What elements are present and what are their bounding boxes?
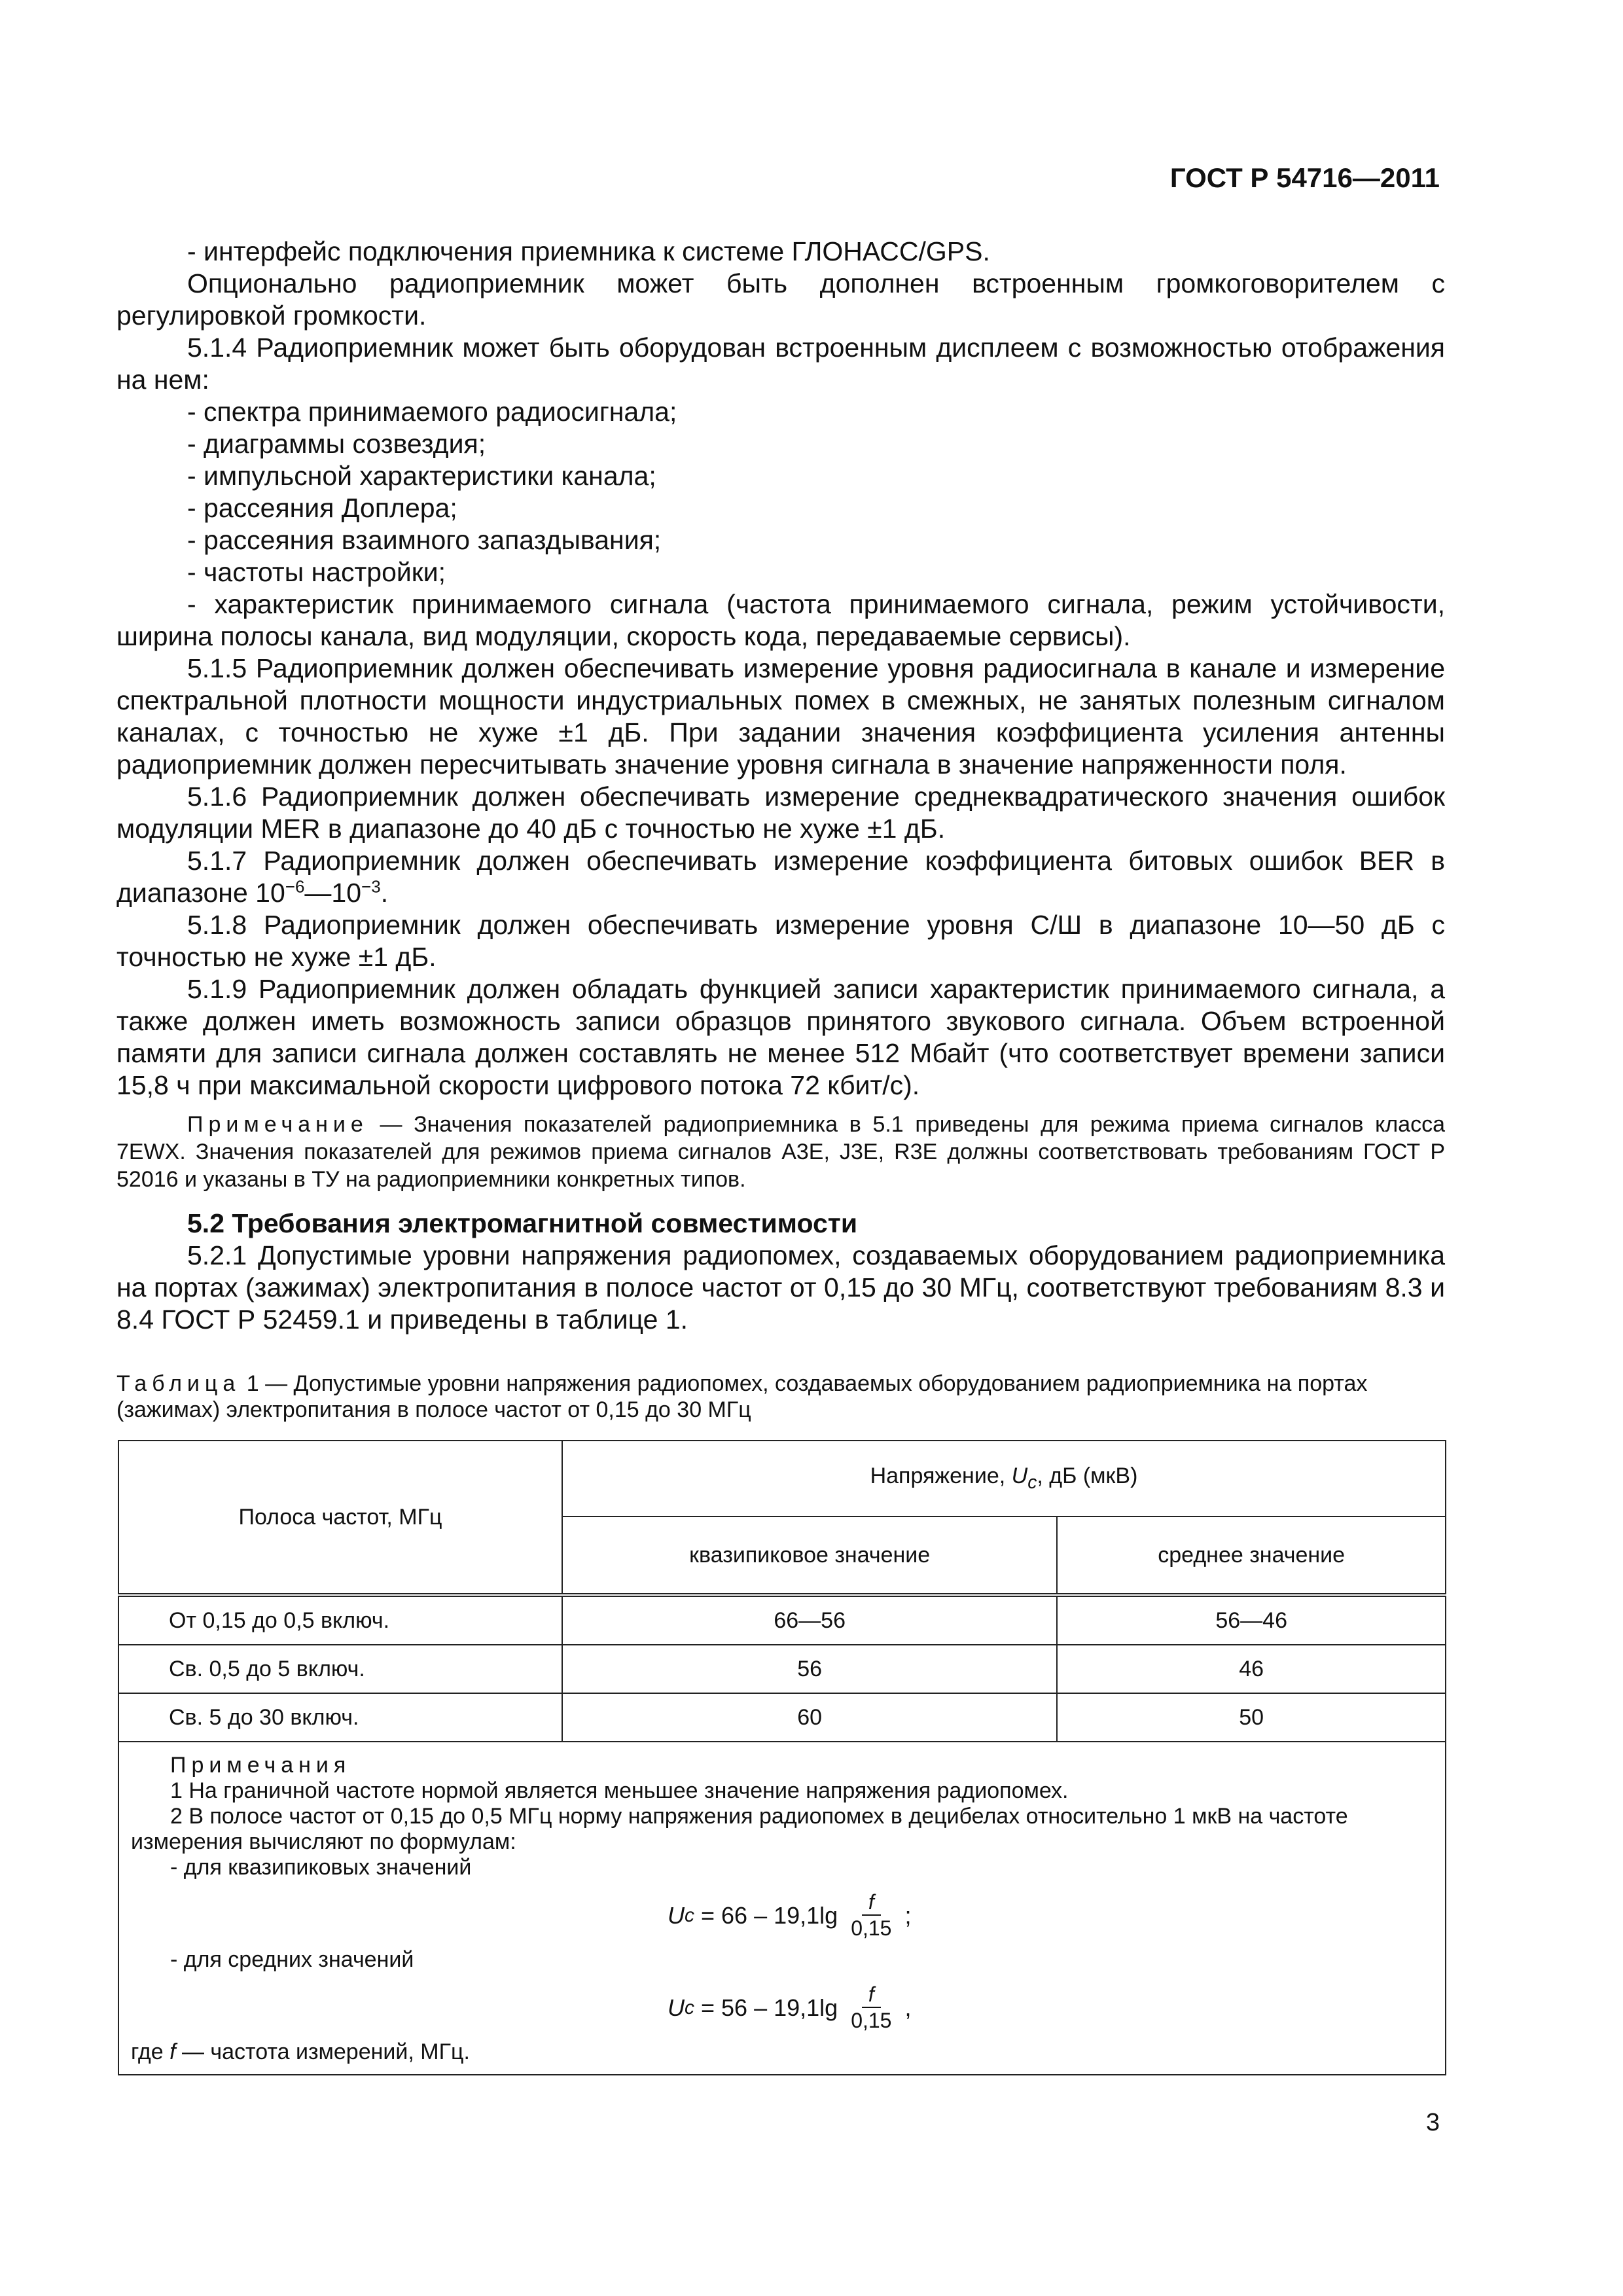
cell-average: 46	[1057, 1645, 1446, 1693]
column-header-average: среднее значение	[1057, 1516, 1446, 1595]
exponent: −6	[285, 876, 305, 897]
where-symbol: f	[169, 2039, 176, 2064]
table-notes	[118, 1742, 1446, 2075]
cell-quasi-peak: 66—56	[562, 1595, 1057, 1645]
fraction	[848, 1890, 894, 1941]
notes-title: Примечания	[170, 1753, 351, 1778]
fraction-denominator: 0,15	[851, 1916, 892, 1940]
voltage-subscript: c	[1027, 1471, 1037, 1493]
formula-symbol: U	[668, 1901, 685, 1929]
cell-band: Св. 0,5 до 5 включ.	[118, 1645, 562, 1693]
formula-body: = 66 – 19,1lg	[694, 1901, 845, 1929]
list-item: - импульсной характеристики канала;	[187, 461, 656, 491]
section-title-5-2: 5.2 Требования электромагнитной совместимости	[187, 1208, 858, 1238]
note-1: 1 На граничной частоте нормой является меньшее значение напряжения радиопомех.	[170, 1778, 1069, 1803]
exponent: −3	[361, 876, 381, 897]
formula-end: ;	[898, 1901, 912, 1929]
note-label: Примечание	[187, 1112, 368, 1137]
where-text: — частота измерений, МГц.	[175, 2039, 470, 2064]
paragraph-5-2-1: 5.2.1 Допустимые уровни напряжения радиопомех, создаваемых оборудованием радиоприемника на портах (зажимах) электропитания в полосе частот от 0,15 до 30 МГц, соответствуют требованиям 8.3 и 8.4 ГОСТ Р 52459.1 и приведены в таблице 1.	[116, 1240, 1445, 1335]
table-notes-row	[118, 1742, 1446, 2075]
list-item: - спектра принимаемого радиосигнала;	[187, 397, 677, 427]
note	[116, 1111, 1445, 1193]
note-text: — Значения показателей радиоприемника в 5.1 приведены для режима приема сигналов класса 7EWX. Значения показателей для режимов приема сигналов A3E, J3E, R3E должны соответствовать требованиям ГОСТ Р 52016 и указаны в ТУ на радиоприемники конкретных типов.	[116, 1112, 1445, 1192]
cell-band: От 0,15 до 0,5 включ.	[118, 1595, 562, 1645]
paragraph-5-1-4: 5.1.4 Радиоприемник может быть оборудован встроенным дисплеем с возможностью отображения на нем:	[116, 332, 1445, 395]
average-label: - для средних значений	[170, 1947, 414, 1972]
formula-subscript: c	[685, 1996, 694, 2018]
voltage-prefix: Напряжение,	[870, 1463, 1012, 1489]
paragraph-5-1-7	[116, 845, 1445, 909]
formula-body: = 56 – 19,1lg	[694, 1994, 845, 2021]
table-caption-text: 1 — Допустимые уровни напряжения радиопомех, создаваемых оборудованием радиоприемника на портах (зажимах) электропитания в полосе частот от 0,15 до 30 МГц	[116, 1371, 1368, 1422]
quasi-peak-label: - для квазипиковых значений	[170, 1855, 472, 1880]
main-text	[116, 236, 1445, 1336]
fraction-numerator: f	[862, 1982, 881, 2008]
paragraph-5-1-8: 5.1.8 Радиоприемник должен обеспечивать измерение уровня С/Ш в диапазоне 10—50 дБ с точностью не хуже ±1 дБ.	[116, 910, 1445, 972]
cell-average: 50	[1057, 1693, 1446, 1742]
formula-average	[668, 1982, 1435, 2033]
fraction	[848, 1982, 894, 2033]
range-dash: —10	[304, 878, 362, 908]
column-header-band: Полоса частот, МГц	[118, 1441, 562, 1595]
emission-limits-table	[118, 1440, 1446, 2075]
table-row	[118, 1595, 1446, 1645]
paragraph-5-1-6: 5.1.6 Радиоприемник должен обеспечивать измерение среднеквадратического значения ошибок модуляции MER в диапазоне до 40 дБ с точностью не хуже ±1 дБ.	[116, 781, 1445, 844]
list-item: - характеристик принимаемого сигнала (частота принимаемого сигнала, режим устойчивости, ширина полосы канала, вид модуляции, скорость кода, передаваемые сервисы).	[116, 589, 1445, 651]
cell-quasi-peak: 60	[562, 1693, 1057, 1742]
column-header-voltage	[562, 1441, 1446, 1516]
cell-average: 56—46	[1057, 1595, 1446, 1645]
paragraph-optional: Опционально радиоприемник может быть дополнен встроенным громкоговорителем с регулировкой громкости.	[116, 268, 1445, 331]
cell-quasi-peak: 56	[562, 1645, 1057, 1693]
voltage-symbol: U	[1011, 1463, 1028, 1489]
table-caption-label: Таблица	[116, 1371, 241, 1396]
table-row	[118, 1645, 1446, 1693]
cell-band: Св. 5 до 30 включ.	[118, 1693, 562, 1742]
where-prefix: где	[131, 2039, 170, 2064]
table-caption	[116, 1371, 1445, 1423]
voltage-suffix: , дБ (мкВ)	[1037, 1463, 1138, 1489]
column-header-quasi-peak: квазипиковое значение	[562, 1516, 1057, 1595]
paragraph-5-1-7-text: 5.1.7 Радиоприемник должен обеспечивать измерение коэффициента битовых ошибок BER в диапазоне 10	[116, 846, 1445, 908]
fraction-denominator: 0,15	[851, 2009, 892, 2032]
sentence-end: .	[380, 878, 389, 908]
where-clause	[131, 2039, 1435, 2065]
note-2: 2 В полосе частот от 0,15 до 0,5 МГц норму напряжения радиопомех в децибелах относительно 1 мкВ на частоте измерения вычисляют по формулам:	[131, 1804, 1348, 1854]
table-row	[118, 1693, 1446, 1742]
page-number: 3	[1425, 2109, 1440, 2136]
list-item: - диаграммы созвездия;	[187, 429, 486, 459]
paragraph-5-1-5: 5.1.5 Радиоприемник должен обеспечивать измерение уровня радиосигнала в канале и измерение спектральной плотности мощности индустриальных помех в смежных, не занятых полезным сигналом каналах, с точностью не хуже ±1 дБ. При задании значения коэффициента усиления антенны радиоприемник должен пересчитывать значение уровня сигнала в значение напряженности поля.	[116, 653, 1445, 780]
list-item: - частоты настройки;	[187, 557, 446, 587]
document-code: ГОСТ Р 54716—2011	[1169, 162, 1440, 193]
formula-end: ,	[898, 1994, 912, 2021]
paragraph-5-1-9: 5.1.9 Радиоприемник должен обладать функцией записи характеристик принимаемого сигнала, а также должен иметь возможность записи образцов принятого звукового сигнала. Объем встроенной памяти для записи сигнала должен составлять не менее 512 Мбайт (что соответствует времени записи 15,8 ч при максимальной скорости цифрового потока 72 кбит/с).	[116, 974, 1445, 1100]
formula-quasi-peak	[668, 1890, 1435, 1941]
paragraph-interface: - интерфейс подключения приемника к системе ГЛОНАСС/GPS.	[187, 236, 990, 266]
formula-subscript: c	[685, 1904, 694, 1926]
list-item: - рассеяния взаимного запаздывания;	[187, 525, 662, 555]
list-item: - рассеяния Доплера;	[187, 493, 457, 523]
fraction-numerator: f	[862, 1890, 881, 1916]
formula-symbol: U	[668, 1994, 685, 2021]
